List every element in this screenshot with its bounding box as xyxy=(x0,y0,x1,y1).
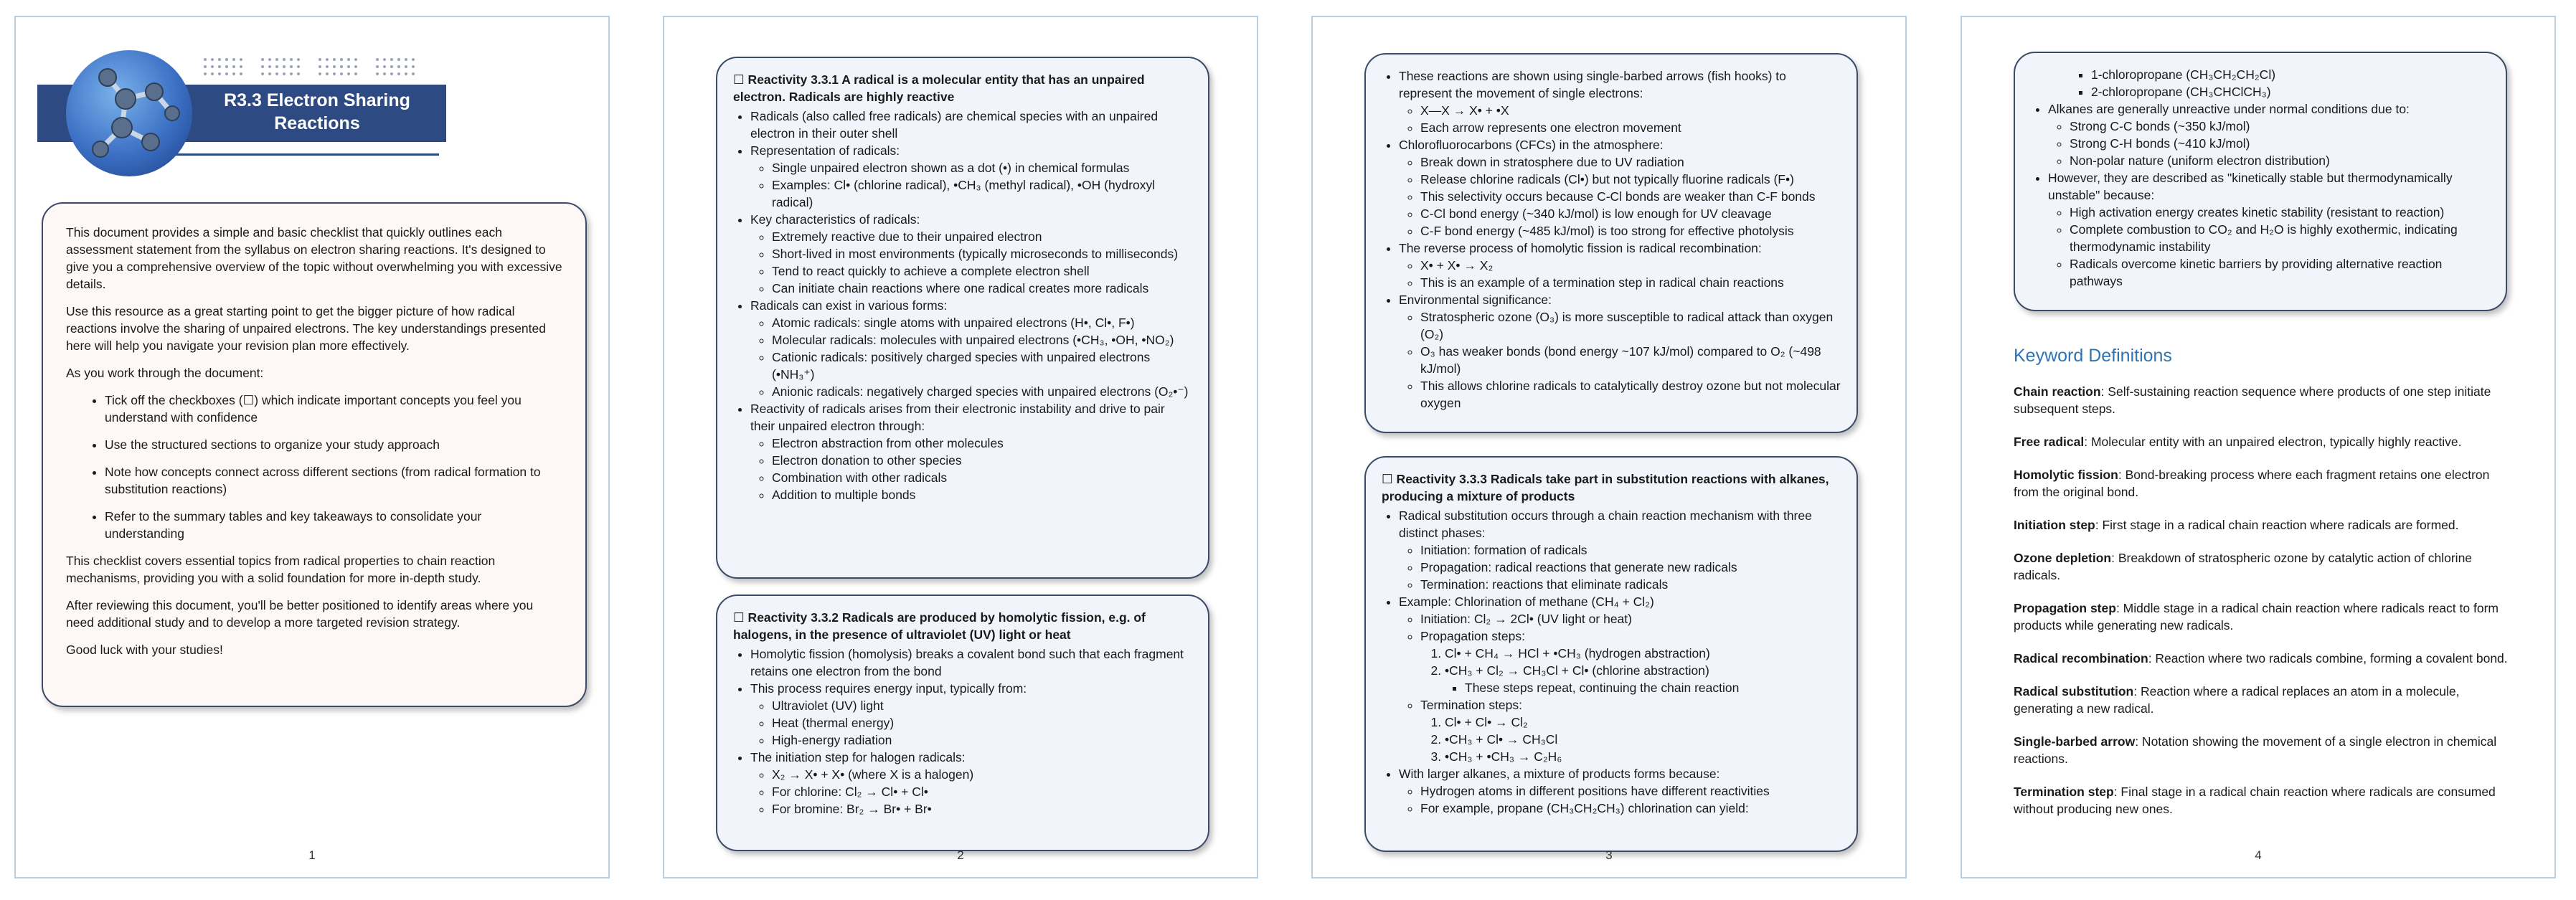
page-4 xyxy=(1961,16,2556,878)
decorative-dots xyxy=(202,56,439,77)
keyword-term: Termination step xyxy=(2014,785,2114,799)
intro-paragraph: After reviewing this document, you'll be better positioned to identify areas where you need additional study and to develop a more targeted revision strategy. xyxy=(66,598,534,630)
keyword-term: Single-barbed arrow xyxy=(2014,734,2136,749)
list-item: ◦ Termination: reactions that eliminate radicals xyxy=(1420,576,1841,593)
list-item: ◦ X• + X• → X₂ xyxy=(1420,257,1841,274)
list-item: ◦ Ultraviolet (UV) light xyxy=(772,697,1192,714)
list-item: Environmental significance: xyxy=(1399,293,1552,307)
list-item: ◦ Extremely reactive due to their unpaired electron xyxy=(772,228,1192,245)
page-number: 2 xyxy=(957,848,964,862)
keyword-term: Initiation step xyxy=(2014,518,2095,532)
list-item: ◦ Anionic radicals: negatively charged species with unpaired electrons (O₂•⁻) xyxy=(772,383,1192,400)
list-item: • Homolytic fission (homolysis) breaks a covalent bond such that each fragment retains one electron from the bond xyxy=(750,645,1192,680)
keyword-item xyxy=(2014,516,2516,534)
list-item: ◦ Atomic radicals: single atoms with unpaired electrons (H•, Cl•, F•) xyxy=(772,314,1192,331)
list-item: • Use the structured sections to organize your study approach xyxy=(105,436,562,453)
section-heading[interactable]: ☐ Reactivity 3.3.1 A radical is a molecular entity that has an unpaired electron. Radicals are highly reactive xyxy=(733,72,1145,104)
list-item: ◦ Initiation: formation of radicals xyxy=(1420,541,1841,559)
list-item: ◦ For bromine: Br₂ → Br• + Br• xyxy=(772,800,1192,818)
keyword-item xyxy=(2014,733,2516,767)
keyword-item xyxy=(2014,650,2516,667)
list-item: ▪ 2-chloropropane (CH₃CHClCH₃) xyxy=(2091,83,2490,100)
list-item: ◦ Heat (thermal energy) xyxy=(772,714,1192,731)
list-item: ◦ For chlorine: Cl₂ → Cl• + Cl• xyxy=(772,783,1192,800)
keyword-term: Radical recombination xyxy=(2014,651,2148,665)
list-item: ◦ Cationic radicals: positively charged species with unpaired electrons (•NH₃⁺) xyxy=(772,349,1192,383)
title-banner xyxy=(23,33,446,191)
list-item: Alkanes are generally unreactive under normal conditions due to: xyxy=(2048,102,2410,116)
keyword-item xyxy=(2014,466,2516,501)
intro-paragraph: Good luck with your studies! xyxy=(66,643,223,657)
keyword-item xyxy=(2014,433,2516,450)
list-item: ◦ Initiation: Cl₂ → 2Cl• (UV light or heat) xyxy=(1420,610,1841,627)
list-item: ▪ 1-chloropropane (CH₃CH₂CH₂Cl) xyxy=(2091,66,2490,83)
keyword-item xyxy=(2014,383,2516,417)
keyword-definition: : Self-sustaining reaction sequence where products of one step initiate subsequent steps. xyxy=(2014,384,2491,416)
list-item: This process requires energy input, typically from: xyxy=(750,681,1027,696)
list-item: These reactions are shown using single-barbed arrows (fish hooks) to represent the movement of single electrons: xyxy=(1399,69,1786,100)
list-item: ◦ O₃ has weaker bonds (bond energy ~107 kJ/mol) compared to O₂ (~498 kJ/mol) xyxy=(1420,343,1841,377)
list-item: ◦ Single unpaired electron shown as a dot (•) in chemical formulas xyxy=(772,159,1192,176)
list-item: ◦ X—X → X• + •X xyxy=(1420,102,1841,119)
intro-paragraph: Use this resource as a great starting point to get the bigger picture of how radical reactions involve the sharing of unpaired electrons. The key understandings presented here will help you navigate your revision plan more effectively. xyxy=(66,304,546,353)
list-item: Radical substitution occurs through a chain reaction mechanism with three distinct phases: xyxy=(1399,508,1812,540)
keyword-definition: : Middle stage in a radical chain reaction where radicals react to form products while generating new radicals. xyxy=(2014,601,2499,633)
list-item: Propagation steps: xyxy=(1420,629,1525,643)
list-item: With larger alkanes, a mixture of products forms because: xyxy=(1399,767,1720,781)
list-item: ◦ Examples: Cl• (chlorine radical), •CH₃ (methyl radical), •OH (hydroxyl radical) xyxy=(772,176,1192,211)
section-card-3-3-1 xyxy=(716,57,1209,579)
list-item: 3. •CH₃ + •CH₃ → C₂H₆ xyxy=(1445,748,1841,765)
title-line-2: Reactions xyxy=(274,113,360,133)
keyword-definition: : Notation showing the movement of a single electron in chemical reactions. xyxy=(2014,734,2497,766)
keyword-definition: : Reaction where two radicals combine, forming a covalent bond. xyxy=(2148,651,2508,665)
keyword-definition: : First stage in a radical chain reaction where radicals are formed. xyxy=(2095,518,2459,532)
list-item: •CH₃ + Cl₂ → CH₃Cl + Cl• (chlorine abstraction) xyxy=(1445,663,1709,678)
list-item: ◦ Propagation: radical reactions that generate new radicals xyxy=(1420,559,1841,576)
intro-paragraph: This checklist covers essential topics from radical properties to chain reaction mechanisms, providing you with a solid foundation for more in-depth study. xyxy=(66,554,496,585)
list-item: ◦ For example, propane (CH₃CH₂CH₃) chlorination can yield: xyxy=(1420,800,1841,817)
intro-paragraph: This document provides a simple and basic checklist that quickly outlines each assessment statement from the syllabus on electron sharing reactions. It's designed to give you a comprehensive overview of the topic without overwhelming you with excessive details. xyxy=(66,225,562,291)
list-item: • Radicals (also called free radicals) are chemical species with an unpaired electron in their outer shell xyxy=(750,108,1192,142)
title-line-1: R3.3 Electron Sharing xyxy=(224,90,410,110)
list-item: Termination steps: xyxy=(1420,698,1523,712)
keyword-term: Homolytic fission xyxy=(2014,468,2118,482)
list-item: • Tick off the checkboxes (☐) which indicate important concepts you feel you understand with confidence xyxy=(105,392,562,426)
intro-paragraph: As you work through the document: xyxy=(66,366,264,380)
page-number: 1 xyxy=(308,848,316,862)
keyword-definitions-heading: Keyword Definitions xyxy=(2014,346,2172,366)
intro-list xyxy=(66,392,562,542)
keyword-list xyxy=(2014,383,2516,833)
list-item: Radicals can exist in various forms: xyxy=(750,298,948,313)
list-item: ◦ Electron donation to other species xyxy=(772,452,1192,469)
keyword-item xyxy=(2014,549,2516,584)
keyword-definition: : Bond-breaking process where each fragment retains one electron from the original bond. xyxy=(2014,468,2490,499)
list-item: ▪ These steps repeat, continuing the chain reaction xyxy=(1465,679,1841,696)
page-number: 4 xyxy=(2255,848,2262,862)
list-item: ◦ Complete combustion to CO₂ and H₂O is highly exothermic, indicating thermodynamic instability xyxy=(2070,221,2490,255)
section-heading[interactable]: ☐ Reactivity 3.3.2 Radicals are produced by homolytic fission, e.g. of halogens, in the presence of ultraviolet (UV) light or heat xyxy=(733,610,1146,642)
list-item: However, they are described as "kinetically stable but thermodynamically unstable" because: xyxy=(2048,171,2453,202)
keyword-item xyxy=(2014,600,2516,634)
section-card-3-3-2-continued xyxy=(1364,53,1858,433)
keyword-item xyxy=(2014,683,2516,717)
list-item: ◦ Short-lived in most environments (typically microseconds to milliseconds) xyxy=(772,245,1192,262)
list-item: 1. Cl• + Cl• → Cl₂ xyxy=(1445,714,1841,731)
keyword-term: Free radical xyxy=(2014,435,2085,449)
page-3 xyxy=(1311,16,1907,878)
list-item: ◦ Molecular radicals: molecules with unpaired electrons (•CH₃, •OH, •NO₂) xyxy=(772,331,1192,349)
list-item: • Refer to the summary tables and key takeaways to consolidate your understanding xyxy=(105,508,562,542)
list-item: ◦ High activation energy creates kinetic stability (resistant to reaction) xyxy=(2070,204,2490,221)
list-item: • Note how concepts connect across different sections (from radical formation to substitution reactions) xyxy=(105,463,562,498)
list-item: ◦ Addition to multiple bonds xyxy=(772,486,1192,503)
keyword-definition: : Molecular entity with an unpaired electron, typically highly reactive. xyxy=(2084,435,2462,449)
keyword-definition: : Breakdown of stratospheric ozone by catalytic action of chlorine radicals. xyxy=(2014,551,2473,582)
list-item: ◦ Non-polar nature (uniform electron distribution) xyxy=(2070,152,2490,169)
list-item: 1. Cl• + CH₄ → HCl + •CH₃ (hydrogen abstraction) xyxy=(1445,645,1841,662)
page-number: 3 xyxy=(1605,848,1613,862)
page-title xyxy=(202,89,432,135)
list-item: ◦ C-Cl bond energy (~340 kJ/mol) is low enough for UV cleavage xyxy=(1420,205,1841,222)
list-item: ◦ C-F bond energy (~485 kJ/mol) is too strong for effective photolysis xyxy=(1420,222,1841,240)
list-item: ◦ Strong C-H bonds (~410 kJ/mol) xyxy=(2070,135,2490,152)
list-item: Example: Chlorination of methane (CH₄ + Cl₂) xyxy=(1399,595,1654,609)
list-item: ◦ Radicals overcome kinetic barriers by providing alternative reaction pathways xyxy=(2070,255,2490,290)
keyword-definition: : Reaction where a radical replaces an atom in a molecule, generating a new radical. xyxy=(2014,684,2460,716)
list-item: ◦ This selectivity occurs because C-Cl bonds are weaker than C-F bonds xyxy=(1420,188,1841,205)
list-item: Reactivity of radicals arises from their electronic instability and drive to pair their unpaired electron through: xyxy=(750,402,1165,433)
page-2 xyxy=(663,16,1258,878)
list-item: ◦ Electron abstraction from other molecules xyxy=(772,435,1192,452)
list-item: ◦ Release chlorine radicals (Cl•) but not typically fluorine radicals (F•) xyxy=(1420,171,1841,188)
list-item: ◦ Tend to react quickly to achieve a complete electron shell xyxy=(772,262,1192,280)
banner-rule xyxy=(174,153,439,156)
section-card-3-3-2 xyxy=(716,595,1209,851)
list-item: The reverse process of homolytic fission is radical recombination: xyxy=(1399,241,1762,255)
list-item: ◦ Break down in stratosphere due to UV radiation xyxy=(1420,153,1841,171)
keyword-term: Radical substitution xyxy=(2014,684,2134,698)
list-item: Representation of radicals: xyxy=(750,143,900,158)
list-item: ◦ Combination with other radicals xyxy=(772,469,1192,486)
list-item: ◦ Stratospheric ozone (O₃) is more susceptible to radical attack than oxygen (O₂) xyxy=(1420,308,1841,343)
list-item: ◦ X₂ → X• + X• (where X is a halogen) xyxy=(772,766,1192,783)
list-item: Chlorofluorocarbons (CFCs) in the atmosphere: xyxy=(1399,138,1664,152)
list-item: ◦ Each arrow represents one electron movement xyxy=(1420,119,1841,136)
intro-card xyxy=(42,202,587,707)
list-item: Key characteristics of radicals: xyxy=(750,212,920,227)
keyword-term: Ozone depletion xyxy=(2014,551,2112,565)
list-item: ◦ This allows chlorine radicals to catalytically destroy ozone but not molecular oxygen xyxy=(1420,377,1841,412)
section-card-3-3-3 xyxy=(1364,456,1858,852)
keyword-definition: : Final stage in a radical chain reaction where radicals are consumed without producing new ones. xyxy=(2014,785,2496,816)
molecule-icon xyxy=(65,49,194,178)
page-1 xyxy=(14,16,610,878)
list-item: ◦ Hydrogen atoms in different positions have different reactivities xyxy=(1420,782,1841,800)
section-card-3-3-3-continued xyxy=(2014,52,2507,311)
list-item: 2. •CH₃ + Cl• → CH₃Cl xyxy=(1445,731,1841,748)
keyword-item xyxy=(2014,783,2516,818)
section-heading[interactable]: ☐ Reactivity 3.3.3 Radicals take part in substitution reactions with alkanes, producing a mixture of products xyxy=(1382,472,1829,503)
list-item: The initiation step for halogen radicals: xyxy=(750,750,966,764)
keyword-term: Propagation step xyxy=(2014,601,2116,615)
keyword-term: Chain reaction xyxy=(2014,384,2101,399)
list-item: ◦ High-energy radiation xyxy=(772,731,1192,749)
list-item: ◦ Can initiate chain reactions where one radical creates more radicals xyxy=(772,280,1192,297)
list-item: ◦ This is an example of a termination step in radical chain reactions xyxy=(1420,274,1841,291)
list-item: ◦ Strong C-C bonds (~350 kJ/mol) xyxy=(2070,118,2490,135)
